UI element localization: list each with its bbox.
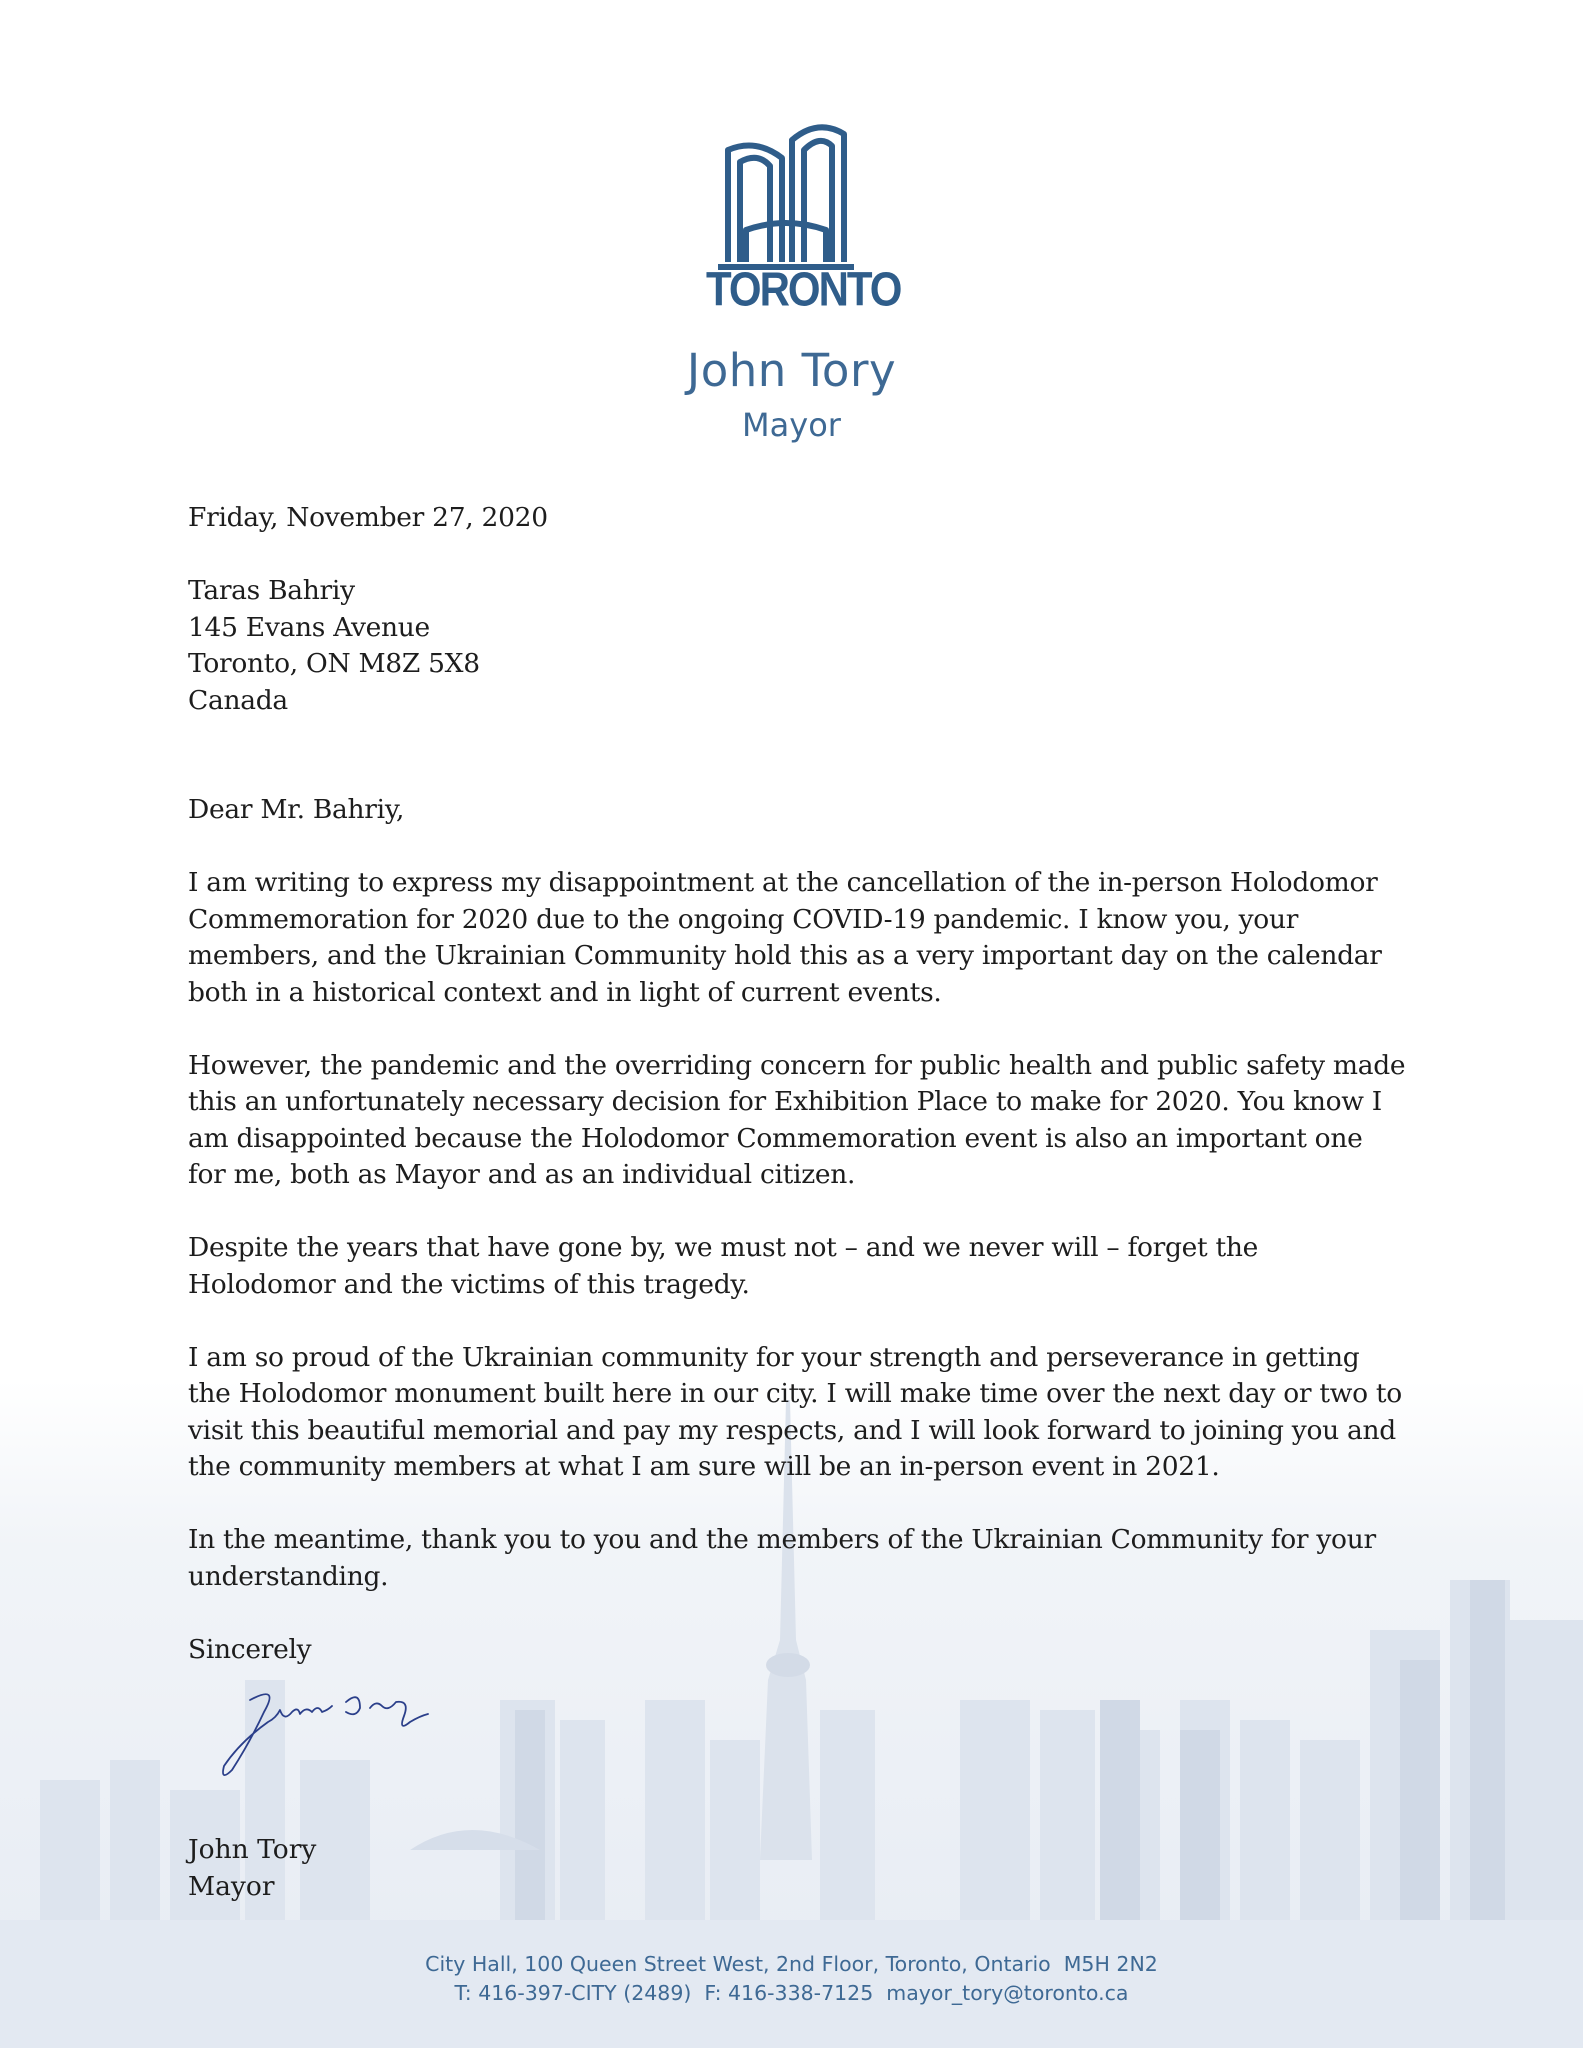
salutation: Dear Mr. Bahriy,: [188, 794, 405, 825]
signature: [210, 1682, 440, 1782]
signer-block: [188, 1832, 316, 1905]
closing: Sincerely: [188, 1633, 312, 1665]
footer-contact: T: 416-397-CITY (2489) F: 416-338-7125 mayor_tory@toronto.ca: [454, 1981, 1129, 2005]
recipient-country: Canada: [188, 684, 288, 716]
letter-body: [188, 500, 1408, 1668]
recipient-address: [188, 573, 1408, 719]
recipient-name: Taras Bahriy: [188, 575, 355, 606]
body-paragraph-1: I am writing to express my disappointment at the cancellation of the in-person Holodomor Commemoration for 2020 due to the ongoing COVID-19 pandemic. I know you, your members, and the Ukrainian Community hold this as a very important day on the calendar both in a historical context and in light of current events.: [188, 867, 1382, 1008]
toronto-wordmark: TORONTO: [706, 262, 901, 317]
signer-title: Mayor: [188, 1870, 275, 1902]
recipient-city: Toronto, ON M8Z 5X8: [188, 648, 480, 679]
body-paragraph-3: Despite the years that have gone by, we must not – and we never will – forget the Holodomor and the victims of this tragedy.: [188, 1232, 1258, 1300]
letterhead-footer: [0, 1950, 1583, 2008]
body-paragraph-5: In the meantime, thank you to you and the members of the Ukrainian Community for your understanding.: [188, 1524, 1376, 1592]
body-paragraph-4: I am so proud of the Ukrainian community for your strength and perseverance in getting the Holodomor monument built here in our city. I will make time over the next day or two to visit this beautiful memorial and pay my respects, and I will look forward to joining you and the community members at what I am sure will be an in-person event in 2021.: [188, 1341, 1402, 1482]
letter-date: Friday, November 27, 2020: [188, 502, 548, 533]
recipient-street: 145 Evans Avenue: [188, 611, 430, 643]
letterhead-title: Mayor: [742, 406, 841, 444]
signer-name: John Tory: [188, 1834, 317, 1865]
body-paragraph-2: However, the pandemic and the overriding concern for public health and public safety made this an unfortunately necessary decision for Exhibition Place to make for 2020. You know I am disappointed because the Holodomor Commemoration event is also an important one for me, both as Mayor and as an individual citizen.: [188, 1049, 1406, 1190]
letterhead-name: John Tory: [686, 344, 897, 397]
footer-address: City Hall, 100 Queen Street West, 2nd Floor, Toronto, Ontario M5H 2N2: [425, 1952, 1158, 1976]
